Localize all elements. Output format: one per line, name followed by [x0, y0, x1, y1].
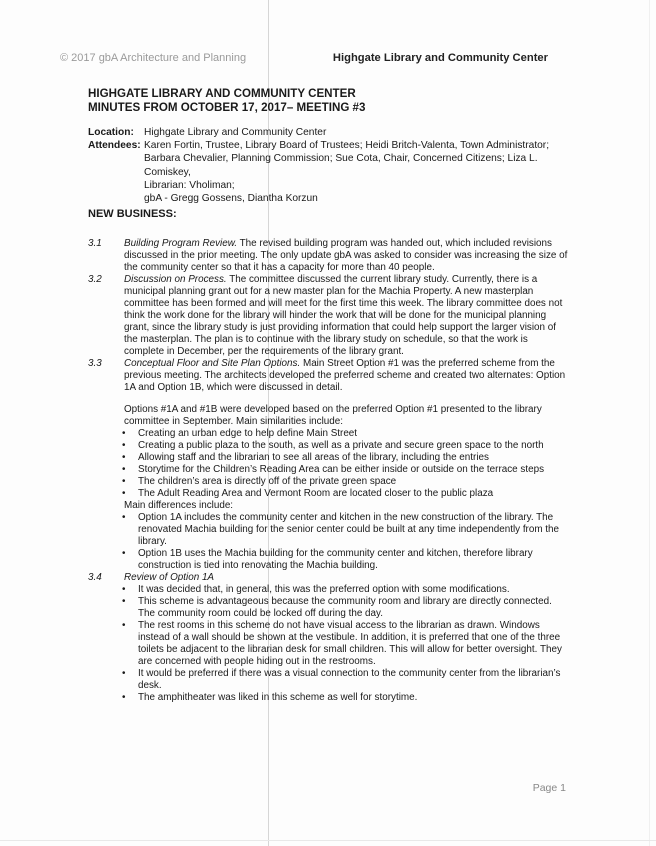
list-item: • The children’s area is directly off of the private green space: [122, 476, 397, 487]
item-3-4: [88, 572, 568, 584]
item-text: The revised building program was handed out, which included revisions discussed in the prior meeting. The only update gbA was asked to consider was increasing the size of the community center so that it has a capacity for more than 40 people.: [124, 238, 568, 273]
attendees-line-3: Librarian: Vholiman;: [144, 179, 235, 191]
list-item: • Storytime for the Children’s Reading Area can be either inside or outside on the terrace steps: [122, 464, 545, 475]
header-copyright: © 2017 gbA Architecture and Planning: [60, 52, 247, 64]
item-number: 3.1: [88, 238, 102, 249]
section-title: NEW BUSINESS:: [88, 208, 177, 220]
list-item: • The rest rooms in this scheme do not have visual access to the librarian as drawn. Windows instead of a wall should be shown at the vestibule. In addition, it is preferred that one of the three toilets be adjacent to the librarian desk for small children. This will allow for better oversight. They are concerned with people hiding out in the restrooms.: [122, 620, 562, 667]
attendees-line-4: gbA - Gregg Gossens, Diantha Korzun: [144, 193, 318, 205]
item-text: Main Street Option #1 was the preferred scheme from the previous meeting. The architects developed the preferred scheme and created two alternates: Option 1A and Option 1B, which were discussed in detail.: [124, 358, 566, 393]
bullet-icon: •: [122, 476, 126, 487]
bullet-icon: •: [122, 668, 126, 679]
item-3-3: [88, 358, 568, 394]
header-project-name: Highgate Library and Community Center: [332, 52, 548, 64]
differences-label: Main differences include:: [124, 500, 234, 511]
bullet-icon: •: [122, 440, 126, 451]
item-title: Discussion on Process.: [124, 274, 227, 285]
list-item: • Creating an urban edge to help define Main Street: [122, 428, 358, 439]
attendees-line-1: Karen Fortin, Trustee, Library Board of Trustees; Heidi Britch-Valenta, Town Administrator;: [144, 140, 550, 152]
list-item: • This scheme is advantageous because the community room and library are directly connected. The community room could be locked off during the day.: [122, 596, 552, 619]
location-label: Location:: [88, 127, 134, 138]
attendees-row: [88, 139, 568, 205]
attendees-line-2: Barbara Chevalier, Planning Commission; Sue Cota, Chair, Concerned Citizens; Liza L. Comiskey,: [144, 153, 538, 178]
review-points-list: [88, 584, 568, 704]
differences-list: [88, 512, 568, 572]
list-item: • It was decided that, in general, this was the preferred option with some modifications.: [122, 584, 510, 595]
item-text: The committee discussed the current library study. Currently, there is a municipal planning grant out for a new master plan for the Machia Property. A new masterplan committee has been formed and will meet for the first time this week. The library committee does not think the work done for the library will hinder the work that will be done for the municipal planning grant, since the library study is just providing information that could help support the larger vision of the masterplan. The plan is to continue with the library study on schedule, so that the work is complete in December, per the requirements of the library grant.: [124, 274, 563, 357]
bullet-icon: •: [122, 428, 126, 439]
minutes-body: [88, 238, 568, 704]
bullet-icon: •: [122, 620, 126, 631]
list-item: • Allowing staff and the librarian to see all areas of the library, including the entries: [122, 452, 489, 463]
title-line-1: HIGHGATE LIBRARY AND COMMUNITY CENTER: [88, 87, 356, 100]
bullet-icon: •: [122, 452, 126, 463]
title-line-2: MINUTES FROM OCTOBER 17, 2017– MEETING #3: [88, 101, 366, 114]
location-value: Highgate Library and Community Center: [144, 127, 327, 138]
list-item: • Creating a public plaza to the south, as well as a private and secure green space to the north: [122, 440, 544, 451]
item-title: Building Program Review.: [124, 238, 238, 249]
scan-line: [0, 840, 656, 841]
options-paragraph: Options #1A and #1B were developed based on the preferred Option #1 presented to the library committee in September. Main similarities include:: [124, 404, 542, 427]
bullet-icon: •: [122, 512, 126, 523]
list-item: • The Adult Reading Area and Vermont Room are located closer to the public plaza: [122, 488, 494, 499]
item-title: Review of Option 1A: [124, 572, 215, 583]
bullet-icon: •: [122, 596, 126, 607]
list-item: • The amphitheater was liked in this scheme as well for storytime.: [122, 692, 418, 703]
bullet-icon: •: [122, 692, 126, 703]
item-number: 3.2: [88, 274, 102, 285]
location-row: [88, 126, 568, 139]
bullet-icon: •: [122, 548, 126, 559]
item-number: 3.3: [88, 358, 102, 369]
list-item: • It would be preferred if there was a visual connection to the community center from the librarian’s desk.: [122, 668, 561, 691]
item-3-1: [88, 238, 568, 274]
meeting-info: [88, 126, 568, 205]
similarities-list: [88, 428, 568, 500]
list-item: • Option 1B uses the Machia building for the community center and kitchen, therefore library construction is tied into renovating the Machia building.: [122, 548, 533, 571]
bullet-icon: •: [122, 584, 126, 595]
page-edge: [649, 0, 650, 846]
item-title: Conceptual Floor and Site Plan Options.: [124, 358, 301, 369]
bullet-icon: •: [122, 488, 126, 499]
page-number: Page 1: [532, 782, 566, 794]
item-3-2: [88, 274, 568, 358]
attendees-label: Attendees:: [88, 140, 141, 152]
list-item: • Option 1A includes the community center and kitchen in the new construction of the library. The renovated Machia building for the senior center could be built at any time independently from the library.: [122, 512, 560, 547]
bullet-icon: •: [122, 464, 126, 475]
document-title: [88, 87, 365, 115]
item-number: 3.4: [88, 572, 102, 583]
